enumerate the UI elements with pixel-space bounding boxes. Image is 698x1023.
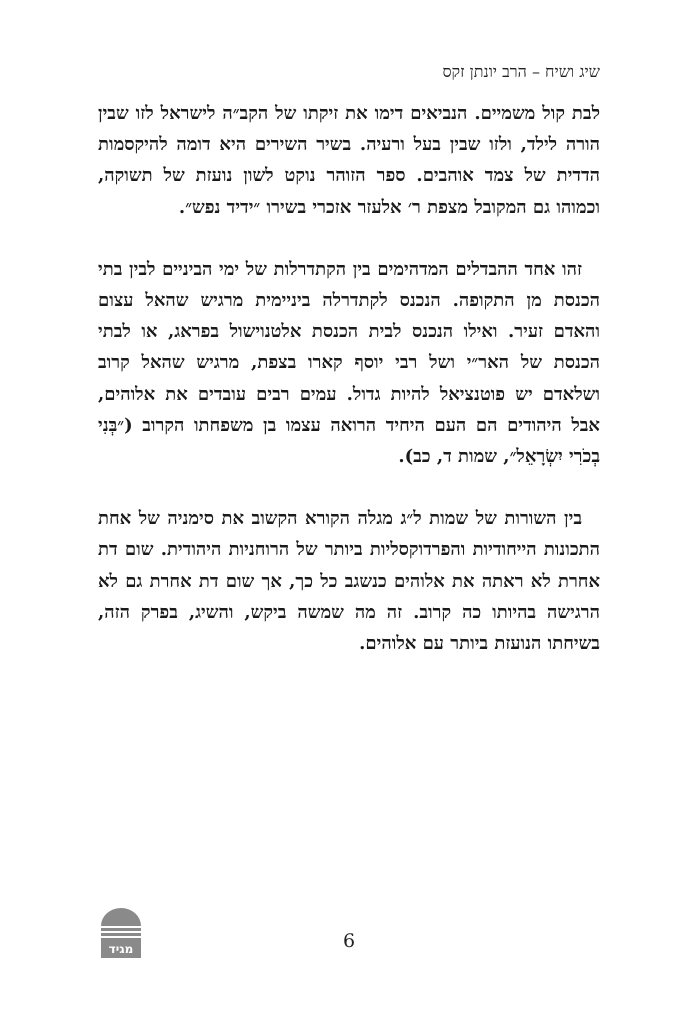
publisher-logo	[99, 906, 143, 960]
body-text	[98, 98, 600, 659]
paragraph-2: זהו אחד ההבדלים המדהימים בין הקתדרלות של ימי הביניים לבין בתי הכנסת מן התקופה. הנכנס לקתדרלה ביניימית מרגיש שהאל עצום והאדם זעיר. ואילו הנכנס לבית הכנסת אלטנוישול בפראג, או לבתי הכנסת של האר״י ושל רבי יוסף קארו בצפת, מרגיש שהאל קרוב ושלאדם יש פוטנציאל להיות גדול. עמים רבים עובדים את אלוהים, אבל היהודים הם העם היחיד הרואה עצמו בן משפחתו הקרוב (״בְּנִי בְכֹרִי יִשְׂרָאֵל״, שמות ד, כב).	[98, 258, 600, 468]
running-header: שיג ושיח – הרב יונתן זקס	[442, 62, 600, 81]
paragraph-1: לבת קול משמיים. הנביאים דימו את זיקתו של הקב״ה לישראל לזו שבין הורה לילד, ולזו שבין בעל ורעיה. בשיר השירים היא דומה להיקסמות הדדית של צמד אוהבים. ספר הזוהר נוקט לשון נועזת של תשוקה, וכמוהו גם המקובל מצפת ר׳ אלעזר אזכרי בשירו ״ידיד נפש״.	[98, 103, 600, 218]
page-number: 6	[342, 930, 356, 952]
logo-text: מגיד	[108, 942, 134, 956]
paragraph-3: בין השורות של שמות ל״ג מגלה הקורא הקשוב את סימניה של אחת התכונות הייחודיות והפרדוקסליות ביותר של הרוחניות היהודית. שום דת אחרת לא ראתה את אלוהים כנשגב כל כך, אך שום דת אחרת גם לא הרגישה בהיותו כה קרוב. זה מה שמשה ביקש, והשיג, בפרק הזה, בשיחתו הנועזת ביותר עם אלוהים.	[98, 508, 600, 655]
